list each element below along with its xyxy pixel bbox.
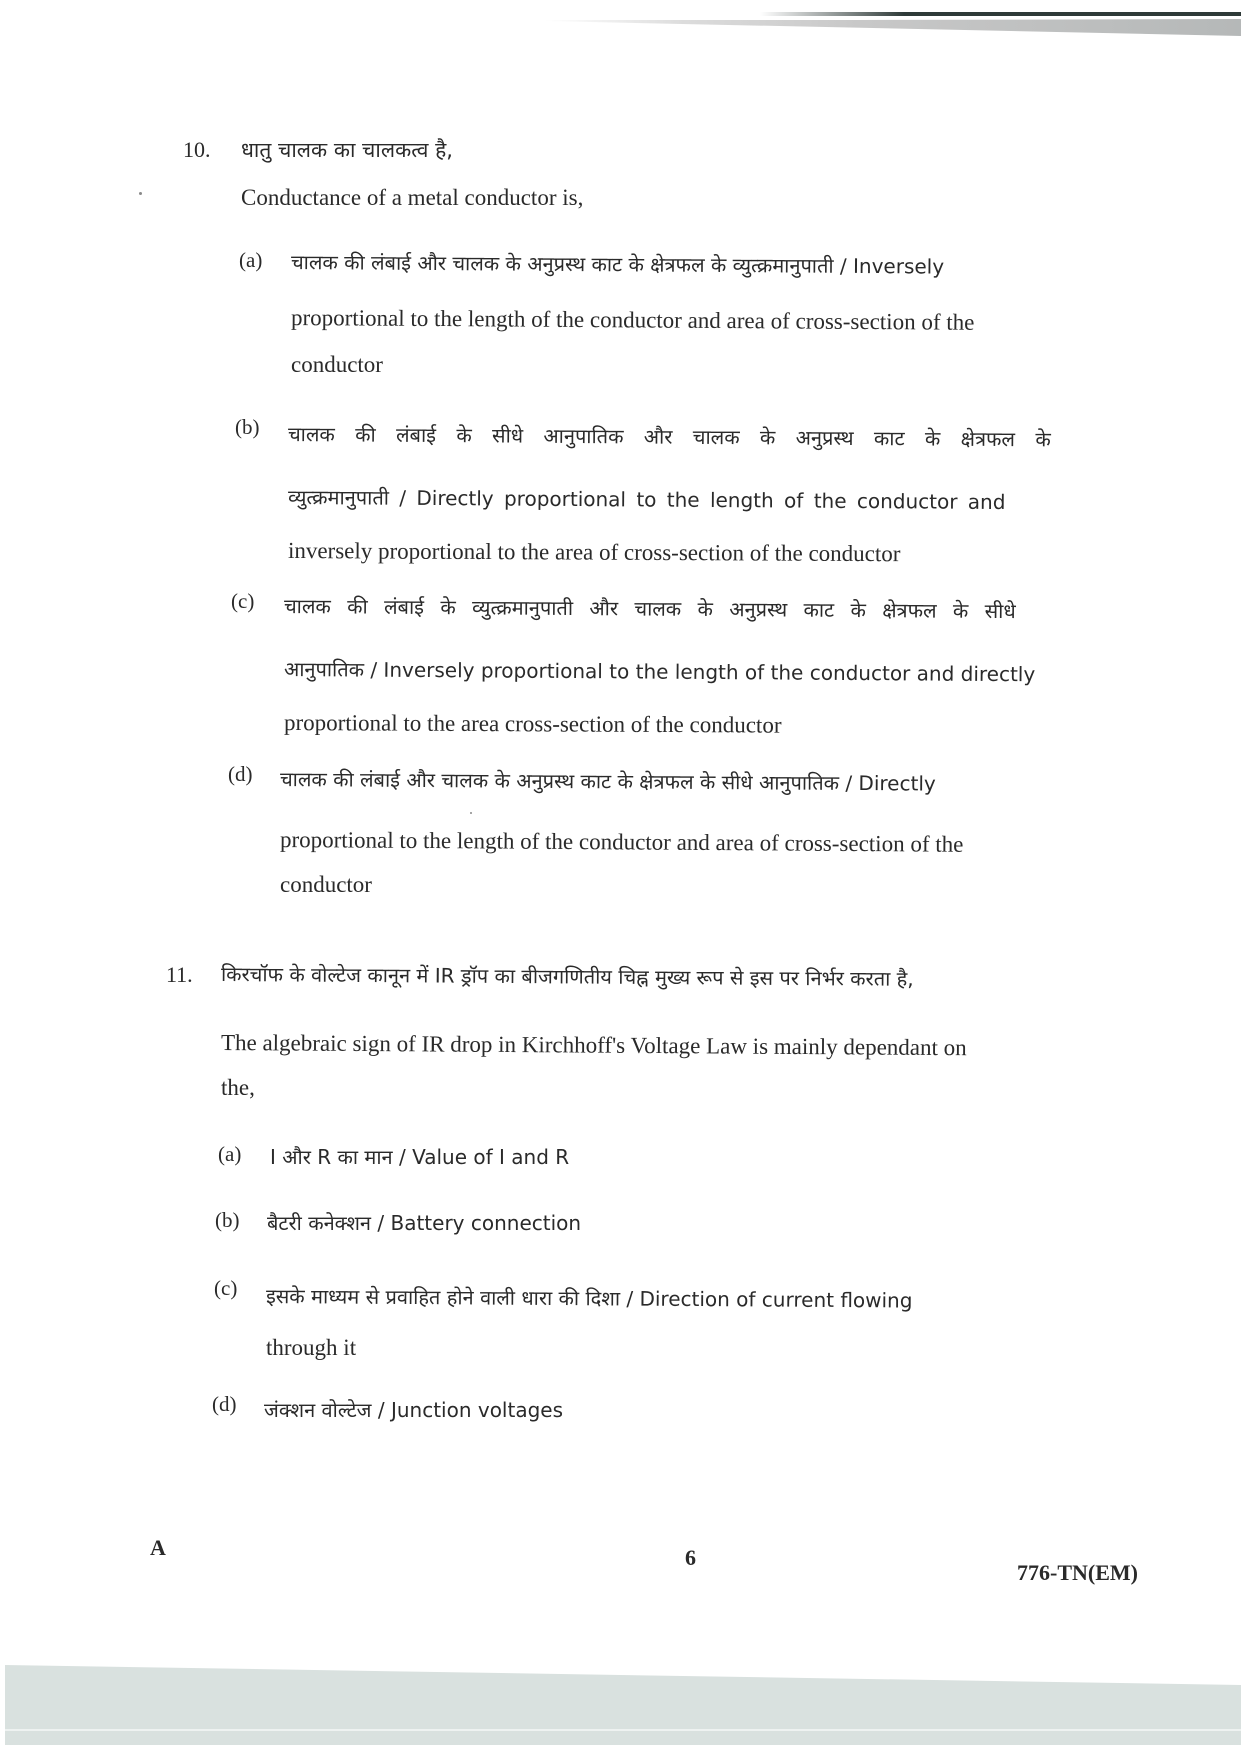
option-text-line [270,1143,569,1170]
option-text-line [288,483,1006,515]
option-text: इसके माध्यम से प्रवाहित होने वाली धारा की दिशा / Direction of current flowing [265,1284,913,1313]
option-label: (a) [239,248,263,272]
option-text-line: proportional to the length of the conductor and area of cross-section of the [279,827,964,857]
option-text-line: proportional to the length of the conductor and area of cross-section of the [290,305,975,335]
option-label: (d) [228,762,253,786]
question-text-hindi: किरचॉफ के वोल्टेज कानून में IR ड्रॉप का बीजगणितीय चिह्न मुख्य रूप से इस पर निर्भर करता है, [220,962,914,991]
option-text: I और R का मान / Value of I and R [270,1145,570,1169]
page-number: 6 [685,1545,696,1570]
option-text-line [267,1209,581,1236]
option-text-line: conductor [291,352,383,377]
option-label: (c) [214,1276,238,1300]
option-text: आनुपातिक / Inversely proportional to the length of the conductor and directly [283,657,1036,687]
scan-edge-bottom [5,1665,1241,1745]
question-number: 10. [183,137,211,162]
option-text: व्युत्क्रमानुपाती / Directly proportional to the length of the conductor and [287,485,1006,515]
option-label: (b) [235,415,260,439]
option-text: बैटरी कनेक्शन / Battery connection [267,1211,582,1235]
option-text-line: चालक की लंबाई के व्युत्क्रमानुपाती और चालक के अनुप्रस्थ काट के क्षेत्रफल के सीधे [283,594,1016,624]
question-text-english: the, [221,1075,255,1100]
option-text-line: conductor [280,872,372,897]
question-number: 11. [166,962,193,987]
scan-speck [139,192,142,195]
option-text-line: चालक की लंबाई और चालक के अनुप्रस्थ काट के क्षेत्रफल के सीधे आनुपातिक / Directly [279,767,936,796]
option-text-line [266,1282,913,1314]
option-text-line [291,248,1184,281]
option-text-line: through it [266,1335,357,1360]
scan-edge-top-shadow [760,12,1241,16]
option-label: (b) [215,1208,240,1232]
option-text-line: proportional to the area cross-section of the conductor [283,710,782,738]
paper-code: 776-TN(EM) [1017,1560,1138,1585]
option-label: (a) [218,1142,242,1166]
scan-speck [470,812,472,814]
option-label: (c) [231,589,255,613]
option-text-line [264,1396,563,1423]
question-text-english: The algebraic sign of IR drop in Kirchhoff's Voltage Law is mainly dependant on [220,1030,967,1061]
option-text-line: inversely proportional to the area of cross-section of the conductor [287,538,901,567]
option-text: चालक की लंबाई और चालक के अनुप्रस्थ काट के क्षेत्रफल के व्युत्क्रमानुपाती / Inversely [290,250,945,279]
question-text-hindi: धातु चालक का चालकत्व है, [241,138,453,162]
option-text-line [284,655,1035,687]
question-text-english: Conductance of a metal conductor is, [241,185,584,210]
set-code: A [150,1535,166,1560]
option-label: (d) [212,1392,237,1416]
option-text-line: चालक की लंबाई के सीधे आनुपातिक और चालक के अनुप्रस्थ काट के क्षेत्रफल के [287,422,1051,452]
option-text: जंक्शन वोल्टेज / Junction voltages [264,1398,564,1422]
